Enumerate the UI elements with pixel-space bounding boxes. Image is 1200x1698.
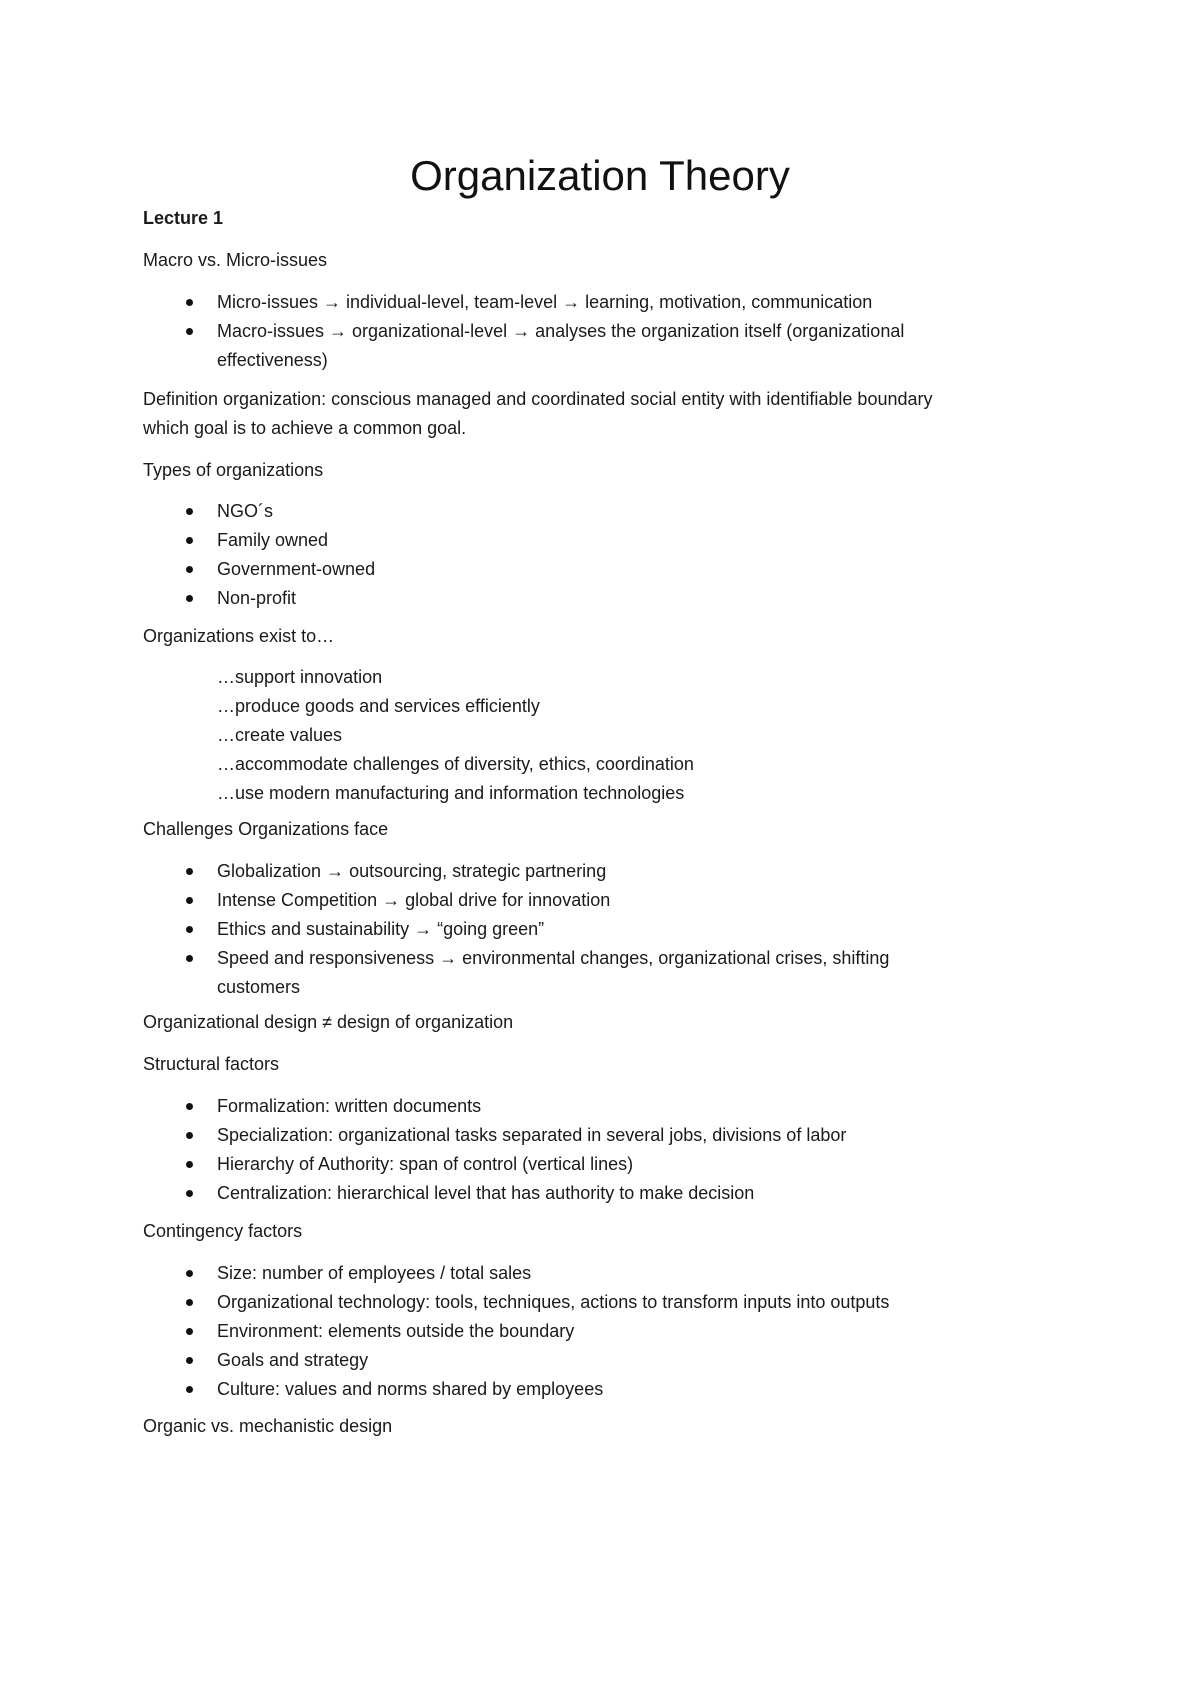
list-item: Culture: values and norms shared by employees	[0, 1375, 889, 1404]
list-item: Non-profit	[0, 584, 375, 613]
bullet-icon	[186, 955, 193, 962]
definition-line-1: Definition organization: conscious managed and coordinated social entity with identifiable boundary	[143, 389, 933, 409]
list-item-continuation: effectiveness)	[217, 350, 328, 370]
list-item: Family owned	[0, 526, 375, 555]
bullet-icon	[186, 537, 193, 544]
bullet-icon	[186, 868, 193, 875]
list-item: Specialization: organizational tasks separated in several jobs, divisions of labor	[0, 1121, 846, 1150]
bullet-icon	[186, 1299, 193, 1306]
list-item: Centralization: hierarchical level that has authority to make decision	[0, 1179, 846, 1208]
list-item: Macro-issues → organizational-level → analyses the organization itself (organizational	[0, 317, 904, 346]
list-item: Government-owned	[0, 555, 375, 584]
list-item: Globalization → outsourcing, strategic partnering	[0, 857, 889, 886]
bullet-icon	[186, 328, 193, 335]
challenges-list	[0, 857, 889, 1002]
macro-micro-heading: Macro vs. Micro-issues	[143, 250, 328, 270]
bullet-icon	[186, 926, 193, 933]
list-item: Micro-issues → individual-level, team-level → learning, motivation, communication	[0, 288, 904, 317]
list-item: NGO´s	[0, 497, 375, 526]
types-heading: Types of organizations	[143, 460, 324, 480]
list-item: Hierarchy of Authority: span of control (vertical lines)	[0, 1150, 846, 1179]
structural-list	[0, 1092, 846, 1208]
bullet-icon	[186, 1103, 193, 1110]
macro-micro-list	[0, 288, 904, 375]
bullet-icon	[186, 1357, 193, 1364]
exist-list	[217, 663, 694, 808]
definition-line-2: which goal is to achieve a common goal.	[143, 418, 467, 438]
bullet-icon	[186, 566, 193, 573]
design-line: Organizational design ≠ design of organization	[143, 1012, 514, 1032]
list-item-continuation: customers	[217, 977, 301, 997]
list-item: …support innovation	[217, 667, 383, 687]
challenges-heading: Challenges Organizations face	[143, 819, 389, 839]
list-item: Environment: elements outside the boundary	[0, 1317, 889, 1346]
contingency-heading: Contingency factors	[143, 1221, 303, 1241]
list-item: Formalization: written documents	[0, 1092, 846, 1121]
list-item: …accommodate challenges of diversity, ethics, coordination	[217, 754, 694, 774]
list-item: Intense Competition → global drive for innovation	[0, 886, 889, 915]
list-item: Organizational technology: tools, techniques, actions to transform inputs into outputs	[0, 1288, 889, 1317]
bullet-icon	[186, 1328, 193, 1335]
list-item: Ethics and sustainability → “going green”	[0, 915, 889, 944]
list-item: …produce goods and services efficiently	[217, 696, 540, 716]
list-item: Size: number of employees / total sales	[0, 1259, 889, 1288]
exist-heading: Organizations exist to…	[143, 626, 335, 646]
bullet-icon	[186, 897, 193, 904]
contingency-list	[0, 1259, 889, 1404]
bullet-icon	[186, 1386, 193, 1393]
list-item: Speed and responsiveness → environmental changes, organizational crises, shifting	[0, 944, 889, 973]
list-item: …create values	[217, 725, 343, 745]
bullet-icon	[186, 1190, 193, 1197]
bullet-icon	[186, 1132, 193, 1139]
list-item: …use modern manufacturing and information technologies	[217, 783, 685, 803]
bullet-icon	[186, 1161, 193, 1168]
bullet-icon	[186, 508, 193, 515]
list-item: Goals and strategy	[0, 1346, 889, 1375]
lecture-heading: Lecture 1	[143, 208, 224, 228]
bullet-icon	[186, 1270, 193, 1277]
document-title: Organization Theory	[410, 152, 790, 199]
bullet-icon	[186, 299, 193, 306]
structural-heading: Structural factors	[143, 1054, 280, 1074]
bullet-icon	[186, 595, 193, 602]
types-list	[0, 497, 375, 613]
organic-heading: Organic vs. mechanistic design	[143, 1416, 393, 1436]
